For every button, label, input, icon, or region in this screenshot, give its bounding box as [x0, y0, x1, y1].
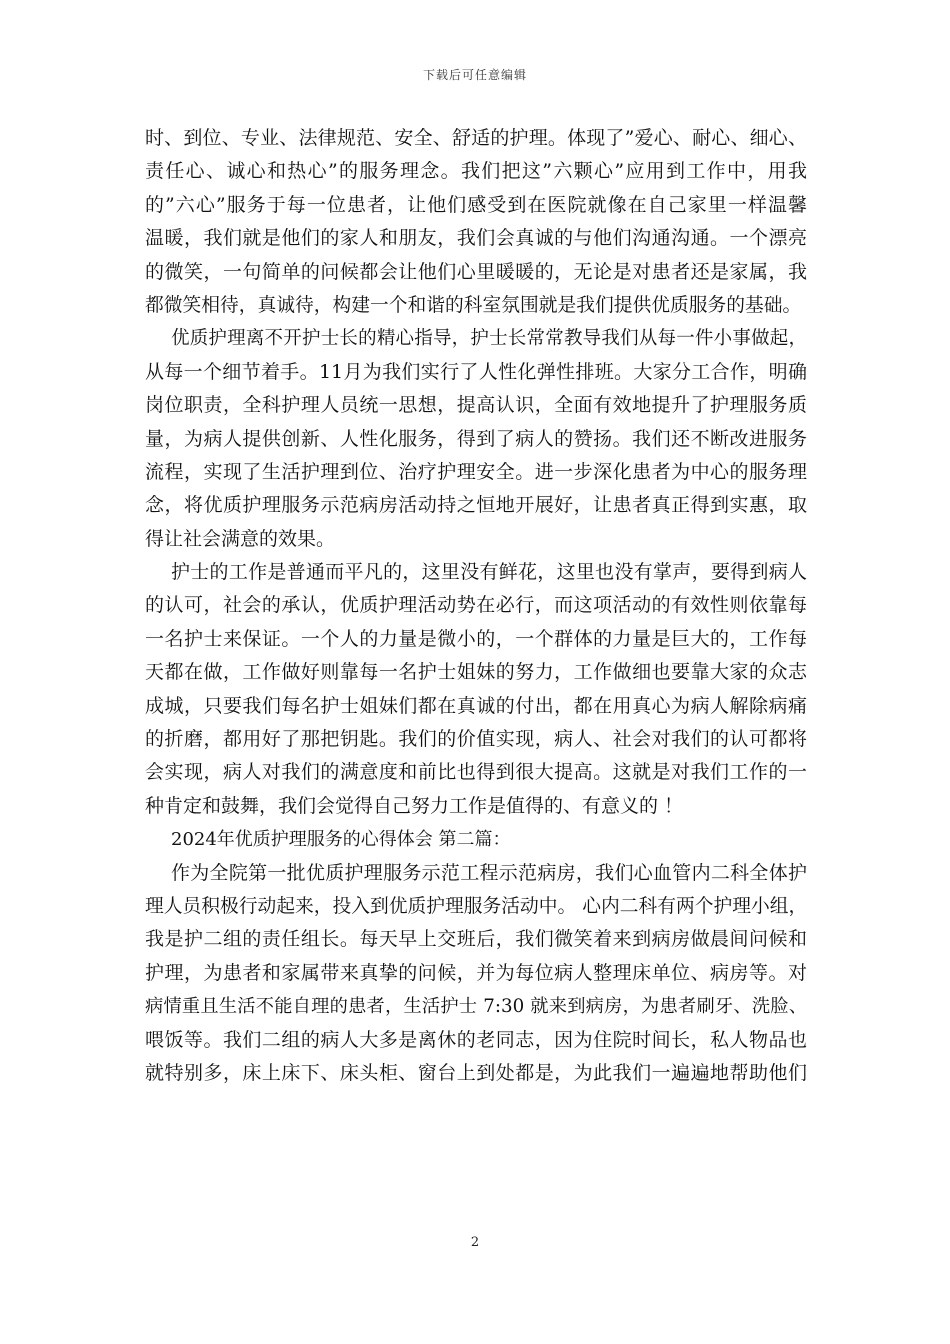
text-line: 就特别多，床上床下、床头柜、窗台上到处都是，为此我们一遍遍地帮助他们	[145, 1061, 807, 1084]
text-line: 责任心、诚心和热心”的服务理念。我们把这”六颗心”应用到工作中，用我	[145, 160, 807, 183]
text-line: 作为全院第一批优质护理服务示范工程示范病房，我们心血管内二科全体护	[171, 861, 807, 884]
text-line: 一名护士来保证。一个人的力量是微小的，一个群体的力量是巨大的，工作每	[145, 627, 807, 650]
text-line: 优质护理离不开护士长的精心指导，护士长常常教导我们从每一件小事做起，	[171, 328, 807, 350]
page-number: 2	[470, 1235, 480, 1250]
text-line: 喂饭等。我们二组的病人大多是离休的老同志，因为住院时间长，私人物品也	[145, 1028, 807, 1051]
text-line: 天都在做，工作做好则靠每一名护士姐妹的努力，工作做细也要靠大家的众志	[145, 661, 807, 684]
text-line: 病情重且生活不能自理的患者，生活护士 7:30 就来到病房，为患者刷牙、洗脸、	[145, 996, 807, 1018]
text-line: 温暖，我们就是他们的家人和朋友，我们会真诚的与他们沟通沟通。一个漂亮	[145, 227, 807, 250]
text-line: 从每一个细节着手。11月为我们实行了人性化弹性排班。大家分工合作，明确	[145, 360, 807, 383]
text-line: 种肯定和鼓舞，我们会觉得自己努力工作是值得的、有意义的 ！	[145, 794, 684, 817]
text-line: 的”六心”服务于每一位患者，让他们感受到在医院就像在自己家里一样温馨	[145, 193, 807, 216]
text-line: 会实现，病人对我们的满意度和前比也得到很大提高。这就是对我们工作的一	[145, 761, 807, 784]
text-line: 得让社会满意的效果。	[145, 527, 336, 550]
text-line: 时、到位、专业、法律规范、安全、舒适的护理。体现了”爱心、耐心、细心、	[145, 127, 807, 149]
text-line: 念，将优质护理服务示范病房活动持之恒地开展好，让患者真正得到实惠，取	[145, 494, 807, 517]
text-line: 岗位职责，全科护理人员统一思想，提高认识，全面有效地提升了护理服务质	[145, 394, 807, 417]
text-line: 都微笑相待，真诚待，构建一个和谐的科室氛围就是我们提供优质服务的基础。	[145, 294, 802, 316]
text-line: 成城，只要我们每名护士姐妹们都在真诚的付出，都在用真心为病人解除病痛	[145, 694, 807, 717]
section-heading: 2024年优质护理服务的心得体会 第二篇：	[171, 829, 511, 851]
text-line: 量，为病人提供创新、人性化服务，得到了病人的赞扬。我们还不断改进服务	[145, 427, 807, 450]
page-header-note: 下载后可任意编辑	[422, 68, 527, 82]
text-line: 我是护二组的责任组长。每天早上交班后，我们微笑着来到病房做晨间问候和	[145, 928, 807, 951]
text-line: 护士的工作是普通而平凡的，这里没有鲜花，这里也没有掌声，要得到病人	[171, 561, 807, 584]
text-line: 的折磨，都用好了那把钥匙。我们的价值实现，病人、社会对我们的认可都将	[145, 728, 807, 751]
text-line: 理人员积极行动起来，投入到优质护理服务活动中。 心内二科有两个护理小组，	[145, 895, 807, 917]
text-line: 的微笑，一句简单的问候都会让他们心里暖暖的，无论是对患者还是家属，我	[145, 260, 807, 283]
text-line: 的认可，社会的承认，优质护理活动势在必行，而这项活动的有效性则依靠每	[145, 594, 807, 617]
document-body	[145, 122, 807, 1090]
text-line: 护理，为患者和家属带来真挚的问候，并为每位病人整理床单位、病房等。对	[145, 961, 807, 984]
text-line: 流程，实现了生活护理到位、治疗护理安全。进一步深化患者为中心的服务理	[145, 460, 807, 483]
